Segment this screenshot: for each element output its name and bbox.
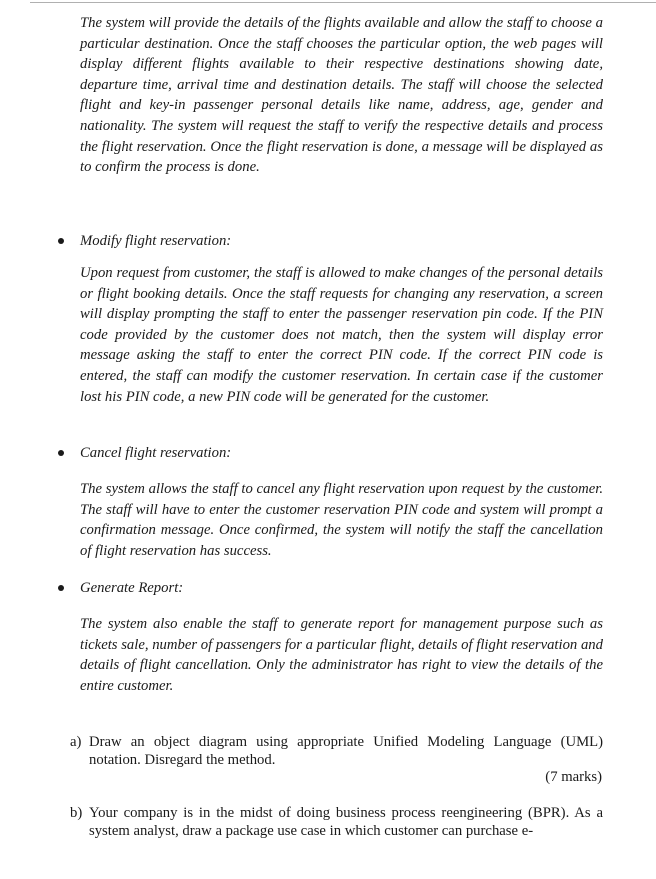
bullet-dot-icon [58, 238, 64, 244]
page-top-rule [30, 2, 656, 3]
question-a-marks: (7 marks) [545, 769, 602, 785]
question-b-text: Your company is in the midst of doing business process reengineering (BPR). As a system analyst, draw a package use case in which customer can purchase e- [89, 805, 603, 839]
section-body-modify: Upon request from customer, the staff is allowed to make changes of the personal details or flight booking details. Once the staff requests for changing any reservation, a screen will display prompting the staff to enter the passenger reservation pin code. If the PIN code provided by the customer does not match, then the system will display error message asking the staff to enter the correct PIN code. If the correct PIN code is entered, the staff can modify the customer reservation. In certain case if the customer lost his PIN code, a new PIN code will be generated for the customer. [80, 265, 603, 405]
question-a-label: a) [70, 734, 82, 750]
section-heading: Generate Report: [80, 580, 184, 596]
question-b-label: b) [70, 805, 83, 821]
intro-paragraph: The system will provide the details of the flights available and allow the staff to choose a particular destination. Once the staff chooses the particular option, the web pages will display different flights available to their respective destinations showing date, departure time, arrival time and destination details. The staff will choose the selected flight and key-in passenger personal details like name, address, age, gender and nationality. The system will request the staff to verify the respective details and process the flight reservation. Once the flight reservation is done, a message will be displayed as to confirm the process is done. [80, 15, 603, 176]
section-heading: Cancel flight reservation: [80, 445, 232, 461]
section-heading: Modify flight reservation: [80, 233, 232, 249]
bullet-dot-icon [58, 585, 64, 591]
section-body-cancel: The system allows the staff to cancel any flight reservation upon request by the customer. The staff will have to enter the customer reservation PIN code and system will prompt a confirmation message. Once confirmed, the system will notify the staff the cancellation of flight reservation has success. [80, 481, 603, 559]
bullet-dot-icon [58, 450, 64, 456]
question-a-text: Draw an object diagram using appropriate Unified Modeling Language (UML) notation. Disregard the method. [89, 734, 603, 768]
section-body-report: The system also enable the staff to generate report for management purpose such as tickets sale, number of passengers for a particular flight, details of flight reservation and details of flight cancellation. Only the administrator has right to view the details of the entire customer. [80, 616, 603, 694]
